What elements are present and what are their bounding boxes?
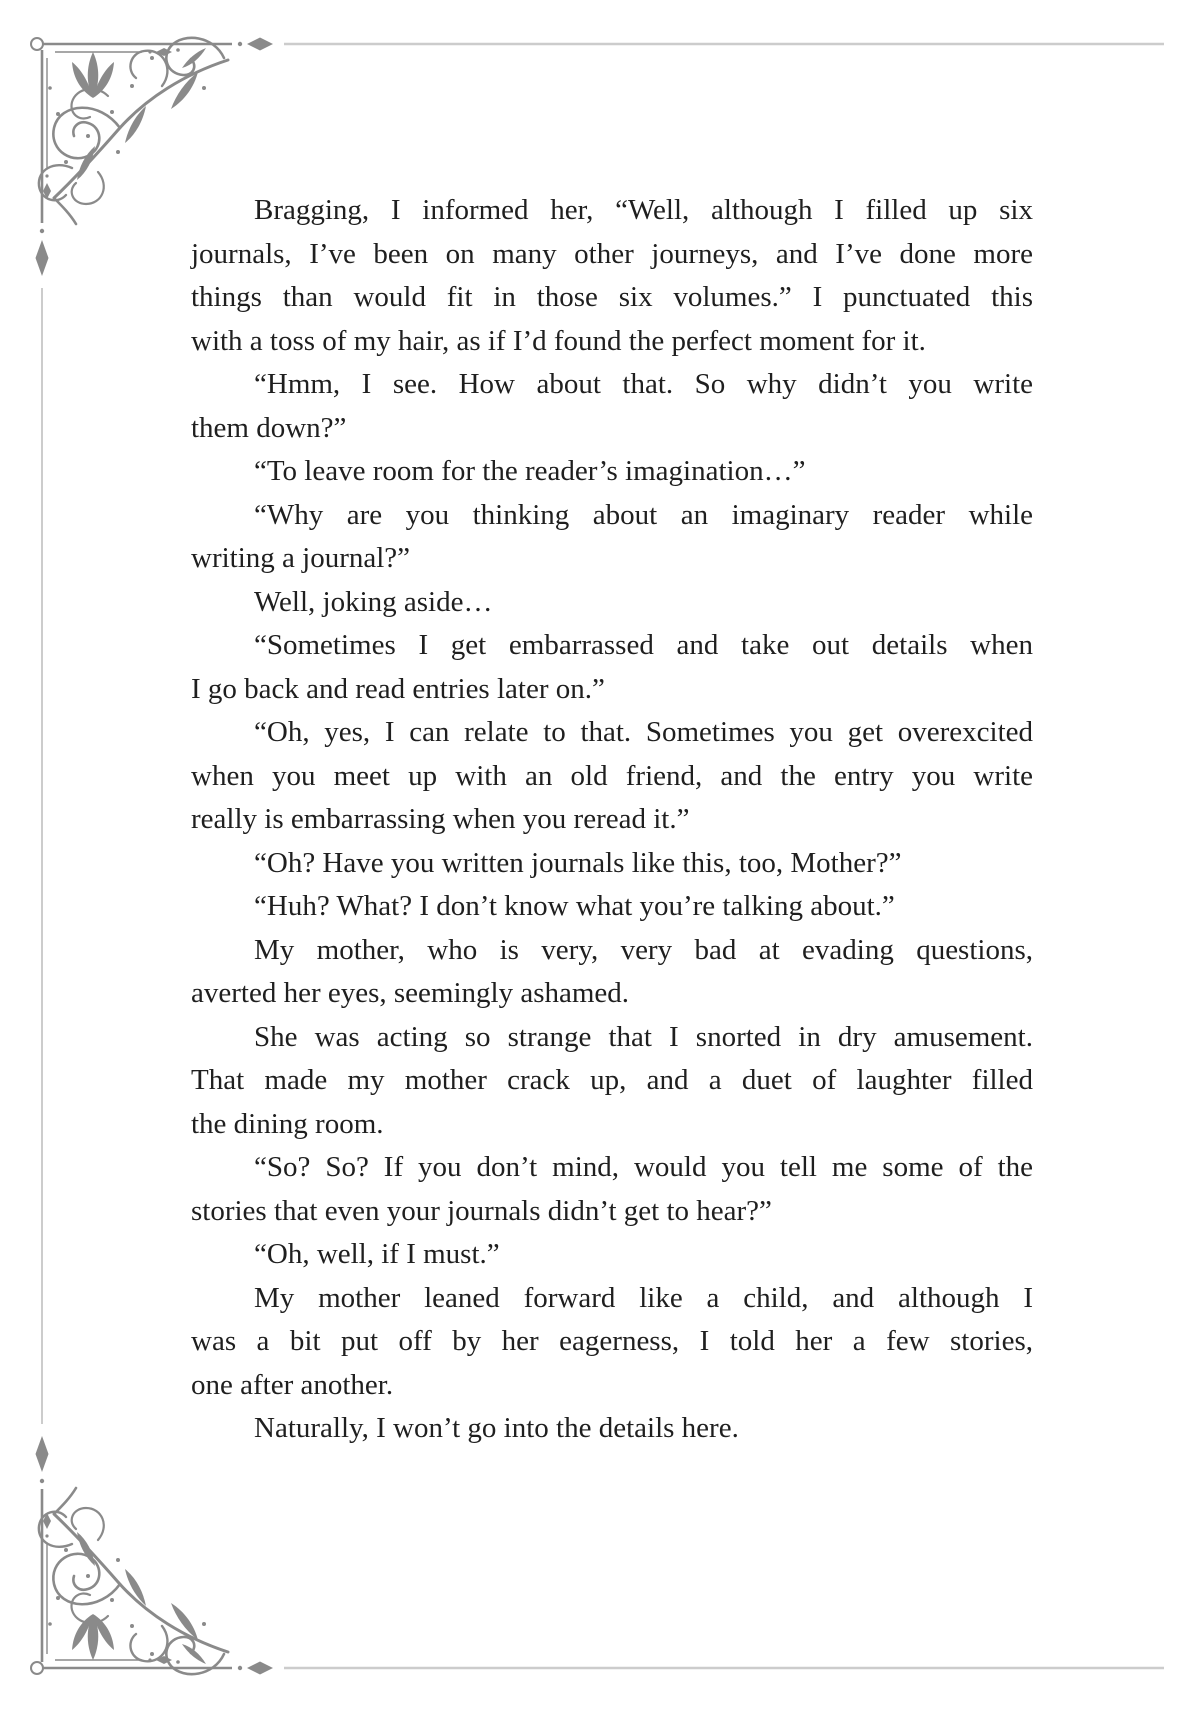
bottom-left-corner-ornament [31,1436,1164,1675]
paragraph [191,885,1033,929]
page-text [191,189,1033,1451]
text-line: “Huh? What? I don’t know what you’re talking about.” [254,890,895,922]
text-line: Naturally, I won’t go into the details here. [254,1412,739,1444]
text-line: was a bit put off by her eagerness, I told her a few stories, [191,1325,1033,1357]
paragraph [191,929,1033,1016]
text-line: I go back and read entries later on.” [191,672,605,705]
text-line: “Oh? Have you written journals like this, too, Mother?” [254,846,902,879]
text-line: stories that even your journals didn’t get to hear?” [191,1194,772,1227]
text-line: “Why are you thinking about an imaginary reader while [254,498,1033,531]
paragraph [191,1146,1033,1233]
text-line: My mother, who is very, very bad at evading questions, [254,933,1033,966]
text-line: the dining room. [191,1107,384,1140]
text-line: things than would fit in those six volumes.” I punctuated this [191,281,1033,313]
text-line: one after another. [191,1368,394,1401]
text-line: writing a journal?” [191,542,411,574]
paragraph [191,842,1033,886]
paragraph [191,624,1033,711]
text-line: “So? So? If you don’t mind, would you tell me some of the [254,1151,1033,1183]
paragraph [191,711,1033,842]
text-line: “Oh, well, if I must.” [254,1238,500,1270]
text-line: Bragging, I informed her, “Well, although I filled up six [254,194,1033,226]
paragraph [191,450,1033,494]
text-line: averted her eyes, seemingly ashamed. [191,977,630,1009]
paragraph [191,189,1033,363]
text-line: “To leave room for the reader’s imagination…” [254,455,806,487]
paragraph [191,1016,1033,1147]
paragraph [191,1407,1033,1451]
text-line: “Sometimes I get embarrassed and take out details when [254,629,1033,661]
text-line: “Oh, yes, I can relate to that. Sometimes you get overexcited [254,716,1033,748]
text-line: journals, I’ve been on many other journeys, and I’ve done more [191,237,1033,270]
text-line: She was acting so strange that I snorted in dry amusement. [254,1020,1033,1053]
text-line: My mother leaned forward like a child, and although I [254,1281,1033,1314]
paragraph [191,581,1033,625]
text-line: really is embarrassing when you reread it.” [191,803,690,835]
text-line: Well, joking aside… [254,585,493,618]
paragraph [191,1233,1033,1277]
text-line: “Hmm, I see. How about that. So why didn’t you write [254,368,1033,400]
paragraph [191,494,1033,581]
paragraph [191,1277,1033,1408]
paragraph [191,363,1033,450]
text-line: them down?” [191,411,347,444]
text-line: when you meet up with an old friend, and the entry you write [191,759,1033,792]
text-line: with a toss of my hair, as if I’d found the perfect moment for it. [191,324,926,357]
text-line: That made my mother crack up, and a duet of laughter filled [191,1064,1033,1096]
